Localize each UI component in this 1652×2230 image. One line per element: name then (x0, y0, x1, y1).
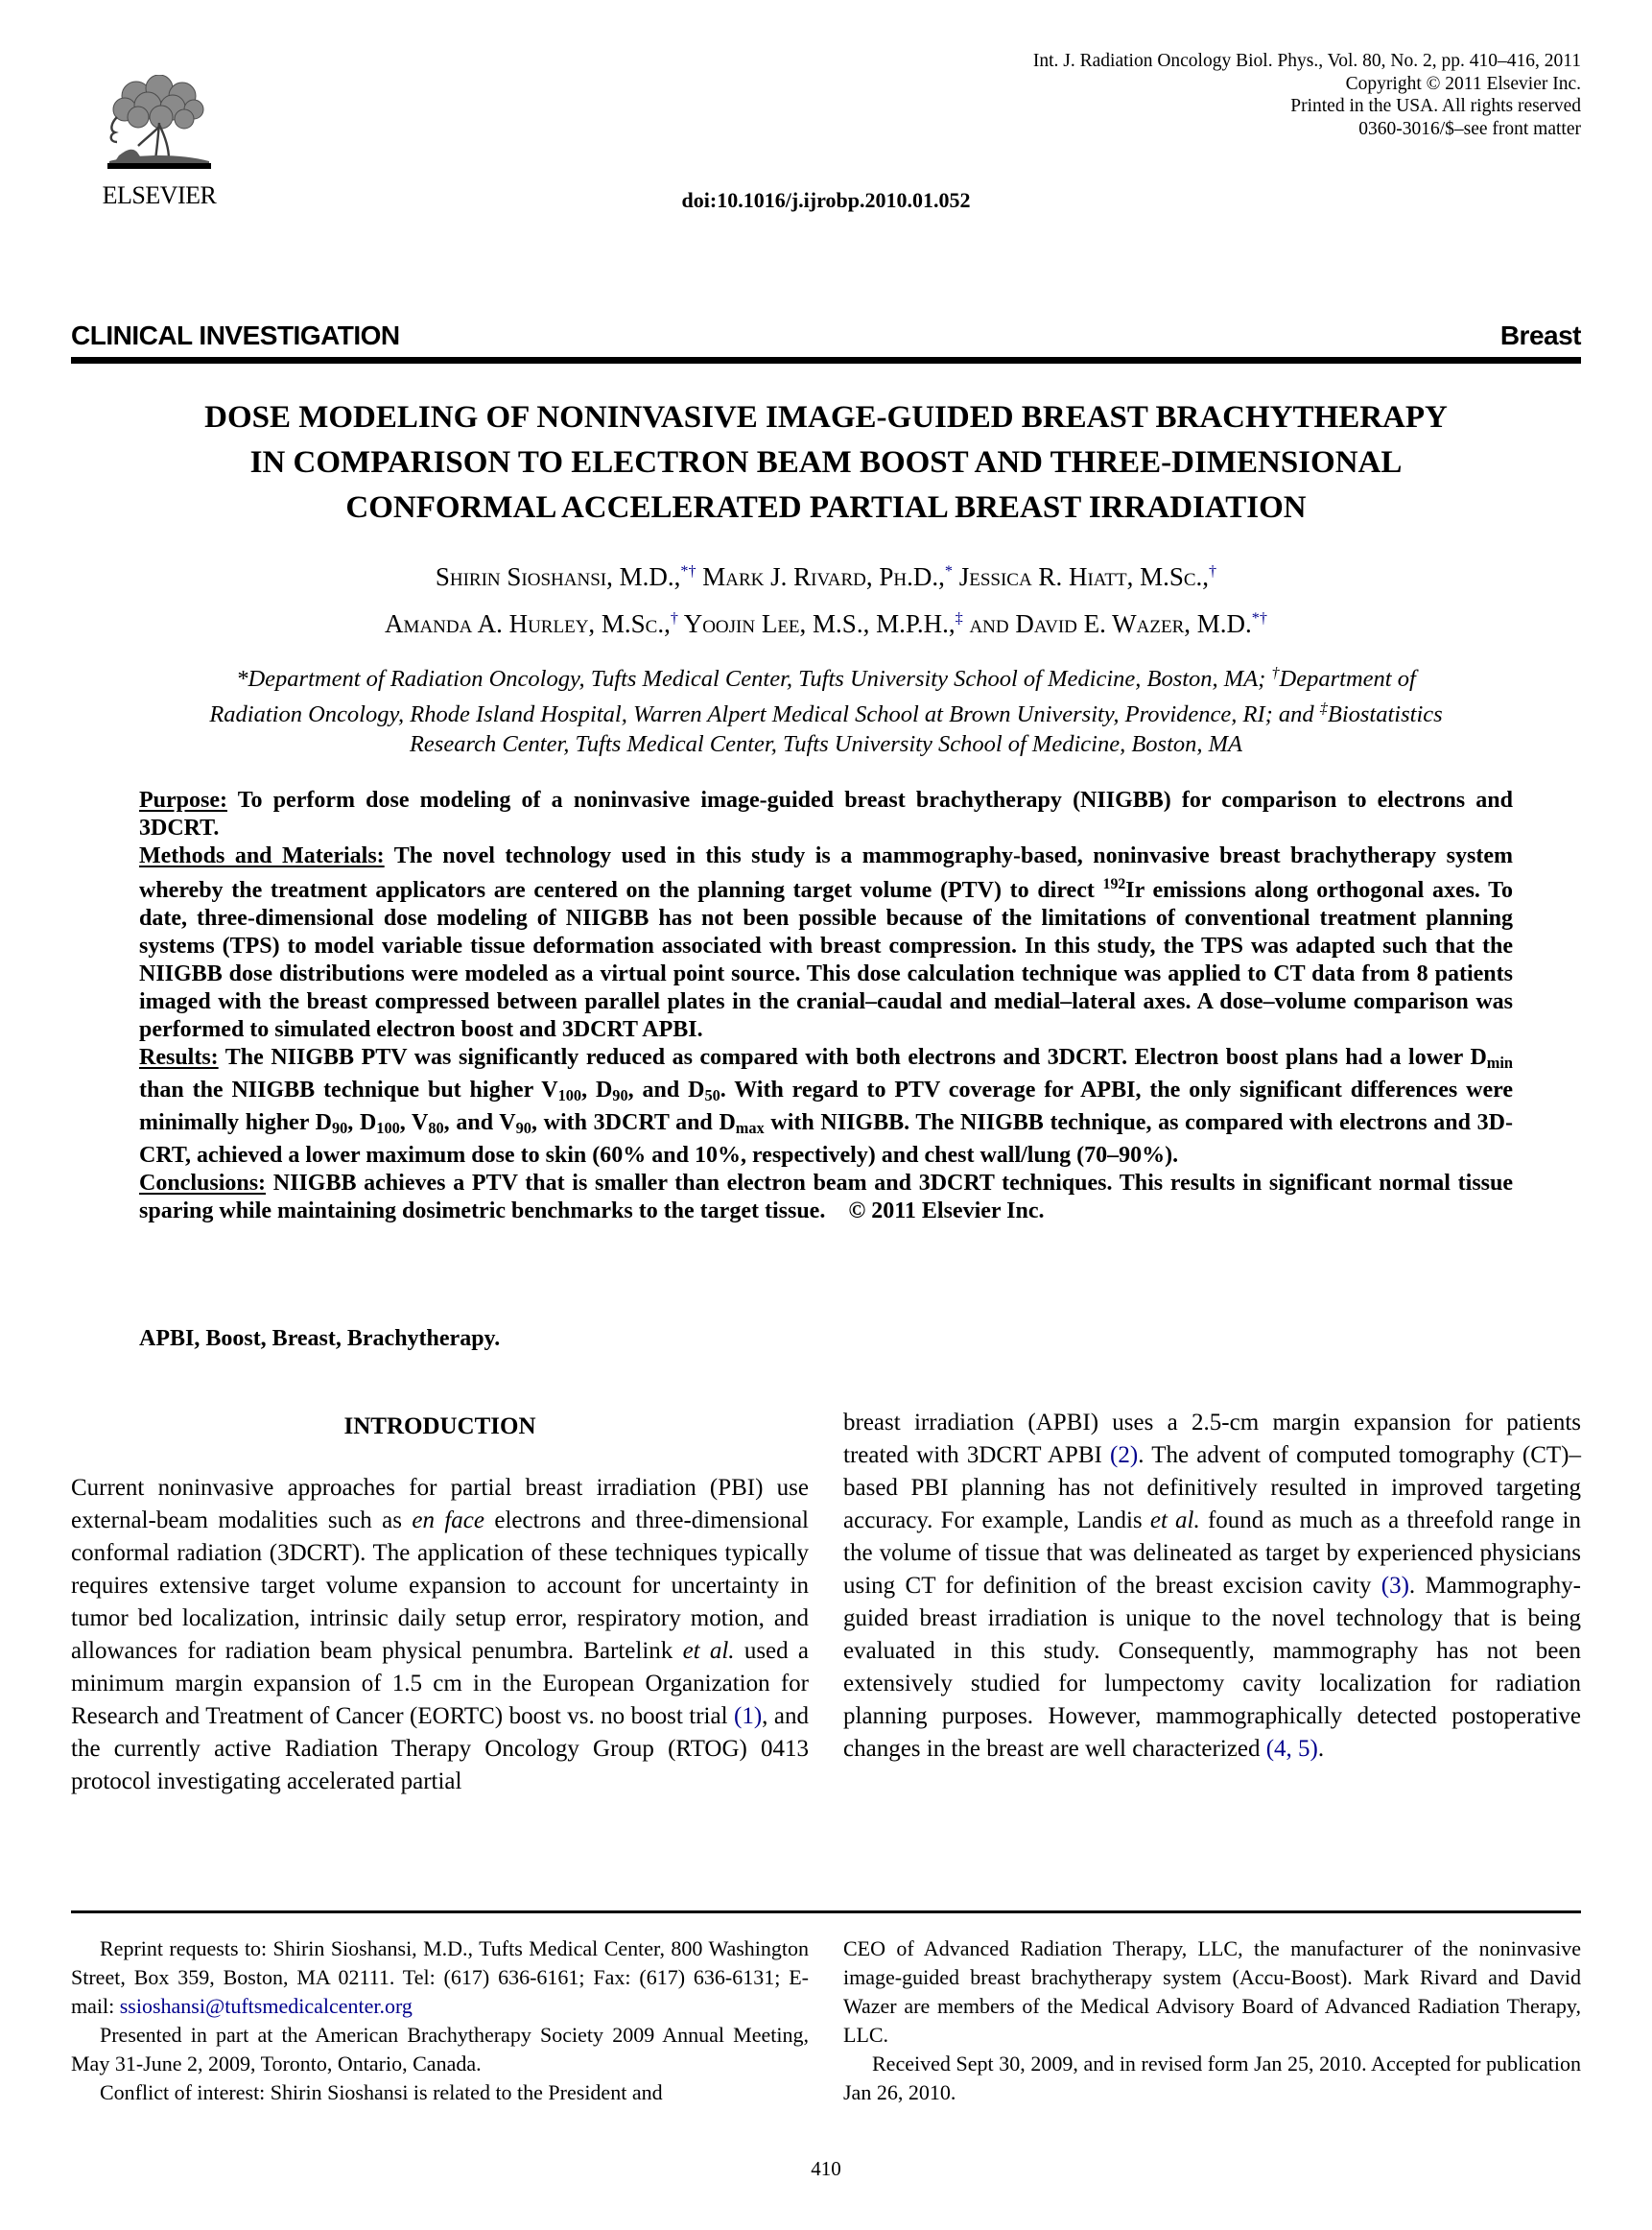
reprint-requests-note (71, 1934, 809, 2021)
conflict-note (71, 2078, 809, 2107)
issn-line: 0360-3016/$–see front matter (1358, 118, 1581, 139)
text-run: , and the currently active Radiation Therapy Oncology Group (RTOG) 0413 protocol investigating accelerated partial (71, 1703, 809, 1794)
printed-line: Printed in the USA. All rights reserved (1290, 96, 1581, 116)
footnotes (71, 1934, 1581, 2107)
author-line-2 (71, 598, 1581, 645)
text-run: Department of (1279, 666, 1416, 693)
text-run: with NIIGBB. The NIIGBB technique, as compared with electrons and 3D-CRT, achieved a lower maximum dose to skin (60% and 10%, respectively) and chest wall/lung (70–90%). (139, 1110, 1514, 1169)
title-line-2: IN COMPARISON TO ELECTRON BEAM BOOST AND THREE-DIMENSIONAL (249, 445, 1403, 480)
text-run: than the NIIGBB technique but higher V (139, 1078, 558, 1103)
text-run: Reprint requests to: Shirin Sioshansi, M.D., Tufts Medical Center, 800 Washington Street, Box 359, Boston, MA 02111. Tel: (617) 636-6161; Fax: (617) 636-6131; E-mail: (71, 1936, 809, 2018)
abstract (139, 787, 1513, 1225)
text-run: , V (399, 1110, 429, 1136)
text-run: min (1486, 1054, 1513, 1073)
text-run: Yoojin Lee, M.S., M.P.H., (677, 609, 956, 638)
text-run: Methods and Materials: (139, 843, 385, 868)
text-run: 80 (428, 1119, 444, 1138)
copyright-line: Copyright © 2011 Elsevier Inc. (1345, 73, 1581, 94)
text-run: Ir emissions along orthogonal axes. To date, three-dimensional dose modeling of NIIGBB has not been possible because of the limitations of conventional treatment planning systems (TPS) to model variable tissue deformation associated with breast compression. In this study, the TPS was adapted such that the NIIGBB dose distributions were modeled as a virtual point source. This dose calculation technique was applied to CT data from 8 patients imaged with the breast compressed between parallel plates in the cranial–caudal and medial–lateral axes. A dose–volume comparison was performed to simulated electron boost and 3DCRT APBI. (139, 878, 1513, 1042)
text-run: . The advent of computed tomography (CT)–based PBI planning has not definitively resulted in improved targeting accuracy. For example, Landis (843, 1442, 1581, 1533)
text-run: . With regard to PTV coverage for APBI, the only significant differences were minimally higher D (139, 1078, 1513, 1136)
abstract-purpose (139, 787, 1513, 842)
text-run: NIIGBB achieves a PTV that is smaller than electron beam and 3DCRT techniques. This results in significant normal tissue sparing while maintaining dosimetric benchmarks to the target tissue. © 2011 Elsevier Inc. (139, 1171, 1513, 1224)
abstract-results (139, 1044, 1513, 1170)
affiliation-line-2 (96, 694, 1556, 729)
text-run: † (670, 609, 678, 627)
journal-citation-line: Int. J. Radiation Oncology Biol. Phys., Vol. 80, No. 2, pp. 410–416, 2011 (1032, 51, 1581, 71)
doi-line: doi:10.1016/j.ijrobp.2010.01.052 (681, 188, 971, 212)
journal-info (1033, 50, 1581, 140)
text-run: . Mammography-guided breast irradiation is unique to the novel technology that is being evaluated in this study. Consequently, mammography has not been extensively studied for lumpectomy cavity localization for radiation planning purposes. However, mammographically detected postoperative changes in the breast are well characterized (843, 1573, 1581, 1762)
section-label: CLINICAL INVESTIGATION (71, 320, 400, 350)
conflict-note-continued (843, 1934, 1581, 2050)
citation-ref-4-5[interactable]: (4, 5) (1265, 1736, 1318, 1762)
text-run: and David E. Wazer, M.D. (962, 609, 1252, 638)
received-note (843, 2050, 1581, 2107)
right-column (843, 1407, 1581, 1798)
text-run: Radiation Oncology, Rhode Island Hospital, Warren Alpert Medical School at Brown University, Providence, RI; and (209, 701, 1320, 728)
footnote-left-column (71, 1934, 809, 2107)
text-run: used a minimum margin expansion of 1.5 cm in the European Organization for Research and Treatment of Cancer (EORTC) boost vs. no boost trial (71, 1638, 809, 1729)
citation-ref-1[interactable]: (1) (734, 1703, 763, 1729)
text-run: Results: (139, 1045, 219, 1070)
author-line-1 (71, 551, 1581, 598)
abstract-methods (139, 842, 1513, 1044)
text-run: Amanda A. Hurley, M.Sc., (385, 609, 671, 638)
text-run: electrons and three-dimensional conformal radiation (3DCRT). The application of these techniques typically requires extensive target volume expansion to account for uncertainty in tumor bed localization, intrinsic daily setup error, respiratory motion, and allowances for radiation beam physical penumbra. Bartelink (71, 1507, 810, 1664)
section-banner (71, 320, 1581, 351)
introduction-paragraph-right (843, 1407, 1581, 1766)
text-run: , D (347, 1110, 377, 1136)
text-run: breast irradiation (APBI) uses a 2.5-cm margin expansion for patients treated with 3DCRT APBI (843, 1410, 1581, 1468)
text-run: Conclusions: (139, 1171, 267, 1197)
text-run: Conflict of interest: Shirin Sioshansi is related to the President and (100, 2080, 663, 2104)
citation-ref-3[interactable]: (3) (1381, 1573, 1409, 1599)
text-run: ‡ (955, 609, 963, 627)
text-run: 100 (557, 1086, 582, 1105)
left-column (71, 1407, 809, 1798)
text-run: 90 (515, 1119, 531, 1138)
text-run: CEO of Advanced Radiation Therapy, LLC, the manufacturer of the noninvasive image-guided breast brachytherapy system (Accu-Boost). Mark Rivard and David Wazer are members of the Medical Advisory Board of Advanced Radiation Therapy, LLC. (843, 1936, 1581, 2047)
text-run: † (1209, 562, 1217, 580)
text-run: , and V (443, 1110, 516, 1136)
text-run: . (1317, 1736, 1325, 1762)
footnote-divider (71, 1910, 1581, 1913)
text-run: * (944, 562, 953, 580)
body-columns (71, 1407, 1581, 1798)
text-run: et al. (1149, 1507, 1200, 1533)
text-run: Mark J. Rivard, Ph.D., (696, 562, 945, 591)
affiliation-line-3 (96, 729, 1556, 759)
text-run: Research Center, Tufts Medical Center, Tufts University School of Medicine, Boston, MA (409, 731, 1243, 758)
footnote-right-column (843, 1934, 1581, 2107)
introduction-paragraph-left (71, 1472, 809, 1798)
text-run: , and D (627, 1078, 705, 1103)
introduction-heading: INTRODUCTION (343, 1413, 536, 1439)
text-run: Received Sept 30, 2009, and in revised form Jan 25, 2010. Accepted for publication Jan 26, 2010. (843, 2052, 1581, 2104)
article-title (71, 395, 1581, 531)
category-label: Breast (1499, 320, 1581, 350)
text-run: The novel technology used in this study is a mammography-based, noninvasive breast brachytherapy system whereby the treatment applicators are centered on the planning target volume (PTV) to direct (139, 843, 1513, 903)
banner-divider (71, 357, 1581, 364)
text-run: ‡ (1319, 700, 1328, 718)
text-run: 90 (331, 1119, 348, 1138)
text-run: To perform dose modeling of a noninvasive image-guided breast brachytherapy (NIIGBB) for comparison to electrons and 3DCRT. (139, 788, 1513, 841)
text-run: , D (581, 1078, 613, 1103)
email-link[interactable]: ssioshansi@tuftsmedicalcenter.org (119, 1994, 413, 2018)
text-run: en face (412, 1507, 484, 1533)
text-run: Presented in part at the American Brachytherapy Society 2009 Annual Meeting, May 31-June 2, 2009, Toronto, Ontario, Canada. (71, 2023, 809, 2076)
text-run: Biostatistics (1327, 701, 1443, 728)
text-run: Purpose: (139, 788, 227, 813)
text-run: † (1271, 665, 1280, 681)
text-run: 100 (376, 1119, 400, 1138)
author-list (71, 551, 1581, 645)
publisher-logo-block (92, 75, 226, 210)
citation-ref-2[interactable]: (2) (1110, 1442, 1139, 1468)
publisher-name: ELSEVIER (102, 181, 217, 209)
title-line-3: CONFORMAL ACCELERATED PARTIAL BREAST IRRADIATION (345, 490, 1307, 525)
keywords: APBI, Boost, Breast, Brachytherapy. (139, 1326, 501, 1351)
page-number: 410 (811, 2157, 841, 2180)
text-run: 50 (704, 1086, 720, 1105)
text-run: The NIIGBB PTV was significantly reduced as compared with both electrons and 3DCRT. Electron boost plans had a lower D (218, 1045, 1487, 1070)
text-run: 192 (1102, 876, 1126, 892)
text-run: Current noninvasive approaches for partial breast irradiation (PBI) use external-beam modalities such as (71, 1475, 809, 1533)
affiliation-line-1 (96, 658, 1556, 694)
affiliations (96, 658, 1556, 759)
text-run: max (735, 1119, 765, 1138)
text-run: Jessica R. Hiatt, M.Sc., (952, 562, 1210, 591)
text-run: , with 3DCRT and D (531, 1110, 736, 1136)
abstract-conclusions (139, 1170, 1513, 1225)
text-run: *† (680, 562, 696, 580)
text-run: et al. (682, 1638, 735, 1664)
text-run: found as much as a threefold range in the volume of tissue that was delineated as target by experienced physicians using CT for definition of the breast excision cavity (843, 1507, 1581, 1599)
text-run: *† (1251, 609, 1267, 627)
text-run: Shirin Sioshansi, M.D., (435, 562, 681, 591)
text-run: 90 (612, 1086, 628, 1105)
elsevier-tree-logo (100, 75, 219, 178)
title-line-1: DOSE MODELING OF NONINVASIVE IMAGE-GUIDED BREAST BRACHYTHERAPY (204, 400, 1448, 435)
text-run: *Department of Radiation Oncology, Tufts Medical Center, Tufts University School of Medicine, Boston, MA; (236, 666, 1272, 693)
presented-note (71, 2021, 809, 2078)
